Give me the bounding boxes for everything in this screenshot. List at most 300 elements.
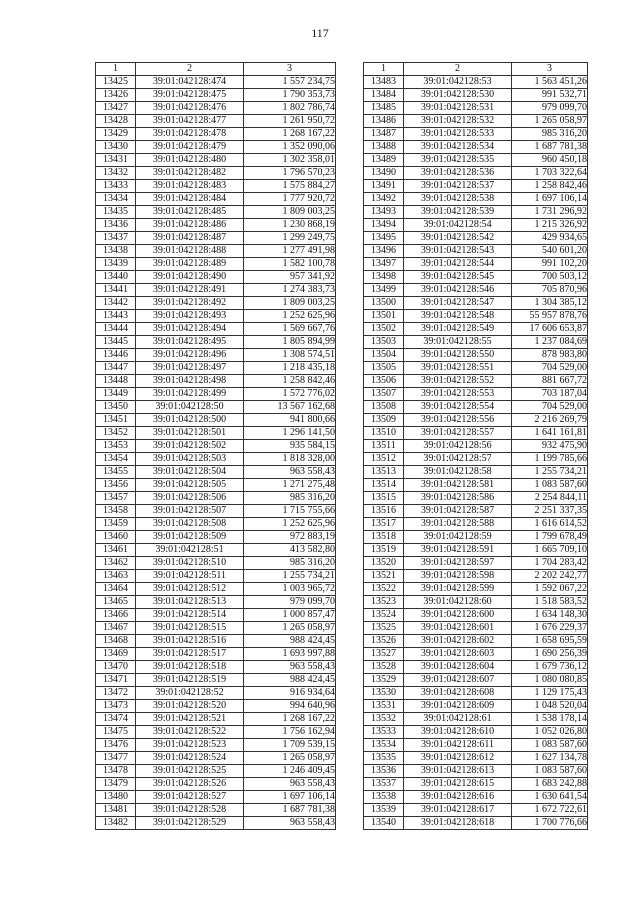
table-row <box>96 726 336 739</box>
table-row <box>96 258 336 271</box>
table-row <box>364 492 588 505</box>
cadastral-number-cell: 39:01:042128:61 <box>404 713 512 726</box>
table-row <box>364 570 588 583</box>
cadastral-number-cell: 39:01:042128:503 <box>136 453 244 466</box>
cadastral-number-cell: 39:01:042128:494 <box>136 323 244 336</box>
cadastral-number-cell: 39:01:042128:548 <box>404 310 512 323</box>
table-row <box>364 232 588 245</box>
table-row <box>364 466 588 479</box>
row-number-cell: 13526 <box>364 635 404 648</box>
row-number-cell: 13493 <box>364 206 404 219</box>
row-number-cell: 13510 <box>364 427 404 440</box>
cadastral-number-cell: 39:01:042128:495 <box>136 336 244 349</box>
row-number-cell: 13465 <box>96 596 136 609</box>
value-cell: 1 277 491,98 <box>244 245 336 258</box>
table-row <box>96 128 336 141</box>
row-number-cell: 13520 <box>364 557 404 570</box>
value-cell: 1 080 080,85 <box>512 674 588 687</box>
cadastral-number-cell: 39:01:042128:599 <box>404 583 512 596</box>
value-cell: 1 261 950,72 <box>244 115 336 128</box>
row-number-cell: 13525 <box>364 622 404 635</box>
row-number-cell: 13511 <box>364 440 404 453</box>
row-number-cell: 13540 <box>364 817 404 830</box>
value-cell: 935 584,15 <box>244 440 336 453</box>
value-cell: 1 700 776,66 <box>512 817 588 830</box>
value-cell: 1 676 229,37 <box>512 622 588 635</box>
row-number-cell: 13453 <box>96 440 136 453</box>
row-number-cell: 13523 <box>364 596 404 609</box>
value-cell: 1 048 520,04 <box>512 700 588 713</box>
table-row <box>96 752 336 765</box>
table-row <box>364 687 588 700</box>
value-cell: 985 316,20 <box>244 557 336 570</box>
value-cell: 1 129 175,43 <box>512 687 588 700</box>
row-number-cell: 13434 <box>96 193 136 206</box>
value-cell: 963 558,43 <box>244 661 336 674</box>
row-number-cell: 13463 <box>96 570 136 583</box>
row-number-cell: 13452 <box>96 427 136 440</box>
value-cell: 2 251 337,35 <box>512 505 588 518</box>
table-row <box>96 414 336 427</box>
table-row <box>96 167 336 180</box>
table-row <box>96 284 336 297</box>
cadastral-number-cell: 39:01:042128:479 <box>136 141 244 154</box>
table-row <box>96 206 336 219</box>
row-number-cell: 13462 <box>96 557 136 570</box>
row-number-cell: 13429 <box>96 128 136 141</box>
table-row <box>96 544 336 557</box>
table-row <box>364 635 588 648</box>
row-number-cell: 13498 <box>364 271 404 284</box>
value-cell: 1 709 539,15 <box>244 739 336 752</box>
cadastral-number-cell: 39:01:042128:489 <box>136 258 244 271</box>
table-row <box>96 440 336 453</box>
value-cell: 1 634 148,30 <box>512 609 588 622</box>
row-number-cell: 13512 <box>364 453 404 466</box>
row-number-cell: 13426 <box>96 89 136 102</box>
cadastral-number-cell: 39:01:042128:610 <box>404 726 512 739</box>
cadastral-number-cell: 39:01:042128:615 <box>404 778 512 791</box>
cadastral-number-cell: 39:01:042128:487 <box>136 232 244 245</box>
value-cell: 1 215 326,92 <box>512 219 588 232</box>
cadastral-number-cell: 39:01:042128:492 <box>136 297 244 310</box>
value-cell: 979 099,70 <box>512 102 588 115</box>
table-row <box>364 648 588 661</box>
value-cell: 1 252 625,96 <box>244 310 336 323</box>
cadastral-number-cell: 39:01:042128:491 <box>136 284 244 297</box>
table-row <box>364 752 588 765</box>
row-number-cell: 13489 <box>364 154 404 167</box>
value-cell: 878 983,80 <box>512 349 588 362</box>
cadastral-number-cell: 39:01:042128:607 <box>404 674 512 687</box>
table-row <box>364 427 588 440</box>
cadastral-number-cell: 39:01:042128:488 <box>136 245 244 258</box>
cadastral-number-cell: 39:01:042128:507 <box>136 505 244 518</box>
row-number-cell: 13536 <box>364 765 404 778</box>
cadastral-number-cell: 39:01:042128:550 <box>404 349 512 362</box>
value-cell: 1 299 249,75 <box>244 232 336 245</box>
table-row <box>96 102 336 115</box>
cadastral-number-cell: 39:01:042128:531 <box>404 102 512 115</box>
value-cell: 963 558,43 <box>244 817 336 830</box>
value-cell: 2 254 844,11 <box>512 492 588 505</box>
table-row <box>364 778 588 791</box>
table-row <box>96 791 336 804</box>
row-number-cell: 13505 <box>364 362 404 375</box>
table-row <box>364 700 588 713</box>
table-row <box>364 583 588 596</box>
cadastral-number-cell: 39:01:042128:516 <box>136 635 244 648</box>
value-cell: 1 630 641,54 <box>512 791 588 804</box>
row-number-cell: 13524 <box>364 609 404 622</box>
table-row <box>96 661 336 674</box>
cadastral-number-cell: 39:01:042128:476 <box>136 102 244 115</box>
value-cell: 2 216 269,79 <box>512 414 588 427</box>
row-number-cell: 13468 <box>96 635 136 648</box>
value-cell: 1 518 583,52 <box>512 596 588 609</box>
cadastral-number-cell: 39:01:042128:530 <box>404 89 512 102</box>
table-row <box>96 245 336 258</box>
cadastral-number-cell: 39:01:042128:482 <box>136 167 244 180</box>
table-row <box>364 206 588 219</box>
table-row <box>364 245 588 258</box>
row-number-cell: 13481 <box>96 804 136 817</box>
value-cell: 1 199 785,66 <box>512 453 588 466</box>
row-number-cell: 13444 <box>96 323 136 336</box>
cadastral-number-cell: 39:01:042128:509 <box>136 531 244 544</box>
table-row <box>364 518 588 531</box>
value-cell: 1 704 283,42 <box>512 557 588 570</box>
value-cell: 1 083 587,60 <box>512 765 588 778</box>
table-row <box>96 401 336 414</box>
cadastral-number-cell: 39:01:042128:515 <box>136 622 244 635</box>
row-number-cell: 13428 <box>96 115 136 128</box>
row-number-cell: 13430 <box>96 141 136 154</box>
table-row <box>364 765 588 778</box>
cadastral-number-cell: 39:01:042128:526 <box>136 778 244 791</box>
row-number-cell: 13503 <box>364 336 404 349</box>
cadastral-number-cell: 39:01:042128:547 <box>404 297 512 310</box>
row-number-cell: 13470 <box>96 661 136 674</box>
table-row <box>96 310 336 323</box>
row-number-cell: 13490 <box>364 167 404 180</box>
value-cell: 963 558,43 <box>244 778 336 791</box>
table-row <box>364 284 588 297</box>
table-row <box>96 713 336 726</box>
row-number-cell: 13488 <box>364 141 404 154</box>
value-cell: 991 102,20 <box>512 258 588 271</box>
row-number-cell: 13484 <box>364 89 404 102</box>
column-header-number: 1 <box>96 63 136 76</box>
row-number-cell: 13501 <box>364 310 404 323</box>
cadastral-number-cell: 39:01:042128:535 <box>404 154 512 167</box>
row-number-cell: 13482 <box>96 817 136 830</box>
table-row <box>364 661 588 674</box>
cadastral-number-cell: 39:01:042128:598 <box>404 570 512 583</box>
cadastral-number-cell: 39:01:042128:485 <box>136 206 244 219</box>
row-number-cell: 13477 <box>96 752 136 765</box>
value-cell: 1 308 574,51 <box>244 349 336 362</box>
cadastral-number-cell: 39:01:042128:529 <box>136 817 244 830</box>
table-row <box>96 375 336 388</box>
cadastral-number-cell: 39:01:042128:553 <box>404 388 512 401</box>
cadastral-number-cell: 39:01:042128:609 <box>404 700 512 713</box>
table-row <box>96 154 336 167</box>
row-number-cell: 13496 <box>364 245 404 258</box>
row-number-cell: 13475 <box>96 726 136 739</box>
value-cell: 705 870,96 <box>512 284 588 297</box>
row-number-cell: 13436 <box>96 219 136 232</box>
cadastral-number-cell: 39:01:042128:602 <box>404 635 512 648</box>
row-number-cell: 13451 <box>96 414 136 427</box>
cadastral-number-cell: 39:01:042128:511 <box>136 570 244 583</box>
table-row <box>96 466 336 479</box>
cadastral-number-cell: 39:01:042128:587 <box>404 505 512 518</box>
row-number-cell: 13450 <box>96 401 136 414</box>
row-number-cell: 13480 <box>96 791 136 804</box>
table-row <box>96 232 336 245</box>
row-number-cell: 13506 <box>364 375 404 388</box>
cadastral-number-cell: 39:01:042128:551 <box>404 362 512 375</box>
value-cell: 1 582 100,78 <box>244 258 336 271</box>
value-cell: 988 424,45 <box>244 635 336 648</box>
cadastral-number-cell: 39:01:042128:510 <box>136 557 244 570</box>
left-data-table <box>95 62 336 830</box>
table-row <box>96 349 336 362</box>
cadastral-number-cell: 39:01:042128:506 <box>136 492 244 505</box>
cadastral-number-cell: 39:01:042128:60 <box>404 596 512 609</box>
cadastral-number-cell: 39:01:042128:523 <box>136 739 244 752</box>
table-row <box>364 804 588 817</box>
cadastral-number-cell: 39:01:042128:50 <box>136 401 244 414</box>
row-number-cell: 13439 <box>96 258 136 271</box>
value-cell: 960 450,18 <box>512 154 588 167</box>
row-number-cell: 13435 <box>96 206 136 219</box>
table-row <box>364 115 588 128</box>
cadastral-number-cell: 39:01:042128:499 <box>136 388 244 401</box>
table-row <box>364 596 588 609</box>
cadastral-number-cell: 39:01:042128:534 <box>404 141 512 154</box>
value-cell: 17 606 653,87 <box>512 323 588 336</box>
value-cell: 1 352 090,06 <box>244 141 336 154</box>
table-row <box>96 700 336 713</box>
row-number-cell: 13538 <box>364 791 404 804</box>
value-cell: 1 683 242,88 <box>512 778 588 791</box>
row-number-cell: 13531 <box>364 700 404 713</box>
value-cell: 1 265 058,97 <box>244 622 336 635</box>
table-row <box>364 401 588 414</box>
row-number-cell: 13454 <box>96 453 136 466</box>
row-number-cell: 13461 <box>96 544 136 557</box>
table-row <box>96 674 336 687</box>
row-number-cell: 13467 <box>96 622 136 635</box>
row-number-cell: 13487 <box>364 128 404 141</box>
cadastral-number-cell: 39:01:042128:517 <box>136 648 244 661</box>
value-cell: 1 003 965,72 <box>244 583 336 596</box>
value-cell: 1 703 322,64 <box>512 167 588 180</box>
cadastral-number-cell: 39:01:042128:55 <box>404 336 512 349</box>
cadastral-number-cell: 39:01:042128:603 <box>404 648 512 661</box>
cadastral-number-cell: 39:01:042128:533 <box>404 128 512 141</box>
table-row <box>96 388 336 401</box>
value-cell: 1 304 385,12 <box>512 297 588 310</box>
row-number-cell: 13500 <box>364 297 404 310</box>
row-number-cell: 13474 <box>96 713 136 726</box>
value-cell: 1 246 409,45 <box>244 765 336 778</box>
row-number-cell: 13499 <box>364 284 404 297</box>
value-cell: 1 255 734,21 <box>244 570 336 583</box>
value-cell: 704 529,00 <box>512 401 588 414</box>
cadastral-number-cell: 39:01:042128:501 <box>136 427 244 440</box>
row-number-cell: 13464 <box>96 583 136 596</box>
column-header-value: 3 <box>512 63 588 76</box>
table-header-row <box>364 63 588 76</box>
column-header-cadastral: 2 <box>404 63 512 76</box>
row-number-cell: 13494 <box>364 219 404 232</box>
cadastral-number-cell: 39:01:042128:532 <box>404 115 512 128</box>
table-row <box>364 531 588 544</box>
value-cell: 704 529,00 <box>512 362 588 375</box>
table-row <box>364 557 588 570</box>
table-row <box>364 323 588 336</box>
cadastral-number-cell: 39:01:042128:475 <box>136 89 244 102</box>
value-cell: 1 687 781,38 <box>244 804 336 817</box>
value-cell: 1 697 106,14 <box>512 193 588 206</box>
cadastral-number-cell: 39:01:042128:59 <box>404 531 512 544</box>
value-cell: 1 271 275,48 <box>244 479 336 492</box>
row-number-cell: 13456 <box>96 479 136 492</box>
table-row <box>364 349 588 362</box>
table-row <box>364 141 588 154</box>
row-number-cell: 13530 <box>364 687 404 700</box>
table-row <box>96 583 336 596</box>
row-number-cell: 13514 <box>364 479 404 492</box>
row-number-cell: 13459 <box>96 518 136 531</box>
row-number-cell: 13483 <box>364 76 404 89</box>
value-cell: 979 099,70 <box>244 596 336 609</box>
row-number-cell: 13460 <box>96 531 136 544</box>
value-cell: 985 316,20 <box>244 492 336 505</box>
table-row <box>96 453 336 466</box>
value-cell: 1 268 167,22 <box>244 713 336 726</box>
cadastral-number-cell: 39:01:042128:608 <box>404 687 512 700</box>
cadastral-number-cell: 39:01:042128:613 <box>404 765 512 778</box>
row-number-cell: 13458 <box>96 505 136 518</box>
cadastral-number-cell: 39:01:042128:496 <box>136 349 244 362</box>
table-row <box>96 804 336 817</box>
table-row <box>96 271 336 284</box>
table-row <box>364 336 588 349</box>
table-row <box>364 297 588 310</box>
cadastral-number-cell: 39:01:042128:493 <box>136 310 244 323</box>
table-row <box>364 219 588 232</box>
row-number-cell: 13528 <box>364 661 404 674</box>
value-cell: 1 265 058,97 <box>244 752 336 765</box>
cadastral-number-cell: 39:01:042128:520 <box>136 700 244 713</box>
value-cell: 1 790 353,73 <box>244 89 336 102</box>
cadastral-number-cell: 39:01:042128:546 <box>404 284 512 297</box>
value-cell: 1 802 786,74 <box>244 102 336 115</box>
row-number-cell: 13518 <box>364 531 404 544</box>
table-row <box>364 167 588 180</box>
value-cell: 1 809 003,25 <box>244 206 336 219</box>
row-number-cell: 13473 <box>96 700 136 713</box>
row-number-cell: 13433 <box>96 180 136 193</box>
cadastral-number-cell: 39:01:042128:538 <box>404 193 512 206</box>
cadastral-number-cell: 39:01:042128:618 <box>404 817 512 830</box>
row-number-cell: 13440 <box>96 271 136 284</box>
value-cell: 957 341,92 <box>244 271 336 284</box>
value-cell: 1 777 920,72 <box>244 193 336 206</box>
table-row <box>364 414 588 427</box>
table-row <box>96 115 336 128</box>
row-number-cell: 13535 <box>364 752 404 765</box>
row-number-cell: 13521 <box>364 570 404 583</box>
table-row <box>96 297 336 310</box>
table-row <box>96 648 336 661</box>
value-cell: 1 083 587,60 <box>512 479 588 492</box>
cadastral-number-cell: 39:01:042128:554 <box>404 401 512 414</box>
value-cell: 1 672 722,61 <box>512 804 588 817</box>
row-number-cell: 13457 <box>96 492 136 505</box>
value-cell: 1 218 435,18 <box>244 362 336 375</box>
table-row <box>364 791 588 804</box>
value-cell: 2 202 242,77 <box>512 570 588 583</box>
cadastral-number-cell: 39:01:042128:502 <box>136 440 244 453</box>
cadastral-number-cell: 39:01:042128:545 <box>404 271 512 284</box>
table-row <box>96 362 336 375</box>
cadastral-number-cell: 39:01:042128:478 <box>136 128 244 141</box>
value-cell: 985 316,20 <box>512 128 588 141</box>
table-row <box>96 635 336 648</box>
value-cell: 1 818 328,00 <box>244 453 336 466</box>
table-row <box>364 180 588 193</box>
row-number-cell: 13437 <box>96 232 136 245</box>
value-cell: 1 687 781,38 <box>512 141 588 154</box>
table-row <box>96 739 336 752</box>
row-number-cell: 13533 <box>364 726 404 739</box>
table-row <box>96 492 336 505</box>
table-row <box>96 570 336 583</box>
cadastral-number-cell: 39:01:042128:556 <box>404 414 512 427</box>
row-number-cell: 13492 <box>364 193 404 206</box>
cadastral-number-cell: 39:01:042128:536 <box>404 167 512 180</box>
row-number-cell: 13471 <box>96 674 136 687</box>
value-cell: 1 665 709,10 <box>512 544 588 557</box>
row-number-cell: 13509 <box>364 414 404 427</box>
column-header-value: 3 <box>244 63 336 76</box>
row-number-cell: 13447 <box>96 362 136 375</box>
table-row <box>96 141 336 154</box>
table-row <box>364 310 588 323</box>
value-cell: 1 052 026,80 <box>512 726 588 739</box>
cadastral-number-cell: 39:01:042128:601 <box>404 622 512 635</box>
row-number-cell: 13516 <box>364 505 404 518</box>
cadastral-number-cell: 39:01:042128:521 <box>136 713 244 726</box>
right-table-body <box>364 76 588 830</box>
cadastral-number-cell: 39:01:042128:616 <box>404 791 512 804</box>
cadastral-number-cell: 39:01:042128:56 <box>404 440 512 453</box>
table-row <box>96 193 336 206</box>
table-row <box>364 154 588 167</box>
cadastral-number-cell: 39:01:042128:542 <box>404 232 512 245</box>
table-row <box>96 778 336 791</box>
value-cell: 1 000 857,47 <box>244 609 336 622</box>
value-cell: 1 258 842,46 <box>244 375 336 388</box>
value-cell: 1 731 296,92 <box>512 206 588 219</box>
table-row <box>364 817 588 830</box>
value-cell: 1 805 894,99 <box>244 336 336 349</box>
